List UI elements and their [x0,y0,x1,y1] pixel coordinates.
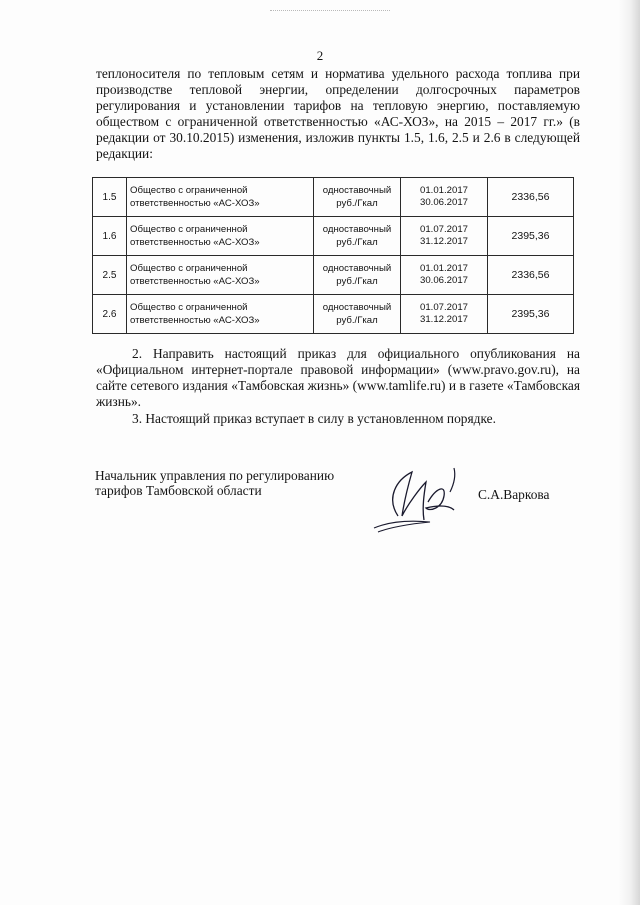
period-from: 01.07.2017 [419,302,468,313]
tariff-type: одноставочный [322,224,392,235]
period-cell [401,295,488,334]
tariff-type: одноставочный [322,185,392,196]
row-number: 2.5 [93,256,127,295]
period-from: 01.01.2017 [419,185,468,196]
organization-cell: Общество с ограниченной ответственностью «АС-ХОЗ» [127,217,314,256]
period-from: 01.01.2017 [419,263,468,274]
page-number: 2 [316,48,324,63]
period-to: 30.06.2017 [419,197,468,208]
table-row [93,295,574,334]
tariff-unit: руб./Гкал [336,237,378,248]
table-row [93,178,574,217]
tariff-unit: руб./Гкал [336,198,378,209]
signatory-position [95,468,385,498]
scan-edge-shadow [618,0,640,905]
tariff-type-cell [314,217,401,256]
period-cell [401,178,488,217]
period-cell [401,256,488,295]
tariff-value: 2395,36 [488,217,574,256]
tariff-type-cell [314,256,401,295]
table-row [93,217,574,256]
tariff-value: 2395,36 [488,295,574,334]
tariff-value: 2336,56 [488,256,574,295]
paragraph-effective: 3. Настоящий приказ вступает в силу в установленном порядке. [132,411,496,426]
period-cell [401,217,488,256]
tariff-type: одноставочный [322,302,392,313]
row-number: 1.5 [93,178,127,217]
period-to: 30.06.2017 [419,275,468,286]
period-from: 01.07.2017 [419,224,468,235]
tariff-unit: руб./Гкал [336,276,378,287]
paragraph-publication: 2. Направить настоящий приказ для официального опубликования на «Официальном интернет-портале правовой информации» (www.pravo.gov.ru), на сайте сетевого издания «Тамбовская жизнь» (www.tamlife.ru) и в газете «Тамбовская жизнь». [96,346,580,409]
organization-cell: Общество с ограниченной ответственностью «АС-ХОЗ» [127,256,314,295]
signatory-name: С.А.Варкова [478,487,550,502]
row-number: 1.6 [93,217,127,256]
row-number: 2.6 [93,295,127,334]
intro-paragraph: теплоносителя по тепловым сетям и норматива удельного расхода топлива при производстве тепловой энергии, определении долгосрочных параметров регулирования и установлении тарифов на тепловую энергию, поставляемую обществом с ограниченной ответственностью «АС-ХОЗ», на 2015 – 2017 гг.» (в редакции от 30.10.2015) изменения, изложив пункты 1.5, 1.6, 2.5 и 2.6 в следующей редакции: [96,66,580,161]
tariff-type-cell [314,295,401,334]
period-to: 31.12.2017 [419,236,468,247]
organization-cell: Общество с ограниченной ответственностью «АС-ХОЗ» [127,178,314,217]
organization-cell: Общество с ограниченной ответственностью «АС-ХОЗ» [127,295,314,334]
table-row [93,256,574,295]
signatory-position-line-1: Начальник управления по регулированию [95,468,335,483]
period-to: 31.12.2017 [419,314,468,325]
tariff-type: одноставочный [322,263,392,274]
tariff-unit: руб./Гкал [336,315,378,326]
scan-artifact [270,10,390,15]
tariff-value: 2336,56 [488,178,574,217]
tariff-table [92,177,574,334]
tariff-type-cell [314,178,401,217]
signatory-position-line-2: тарифов Тамбовской области [95,483,262,498]
handwritten-signature [368,458,478,538]
